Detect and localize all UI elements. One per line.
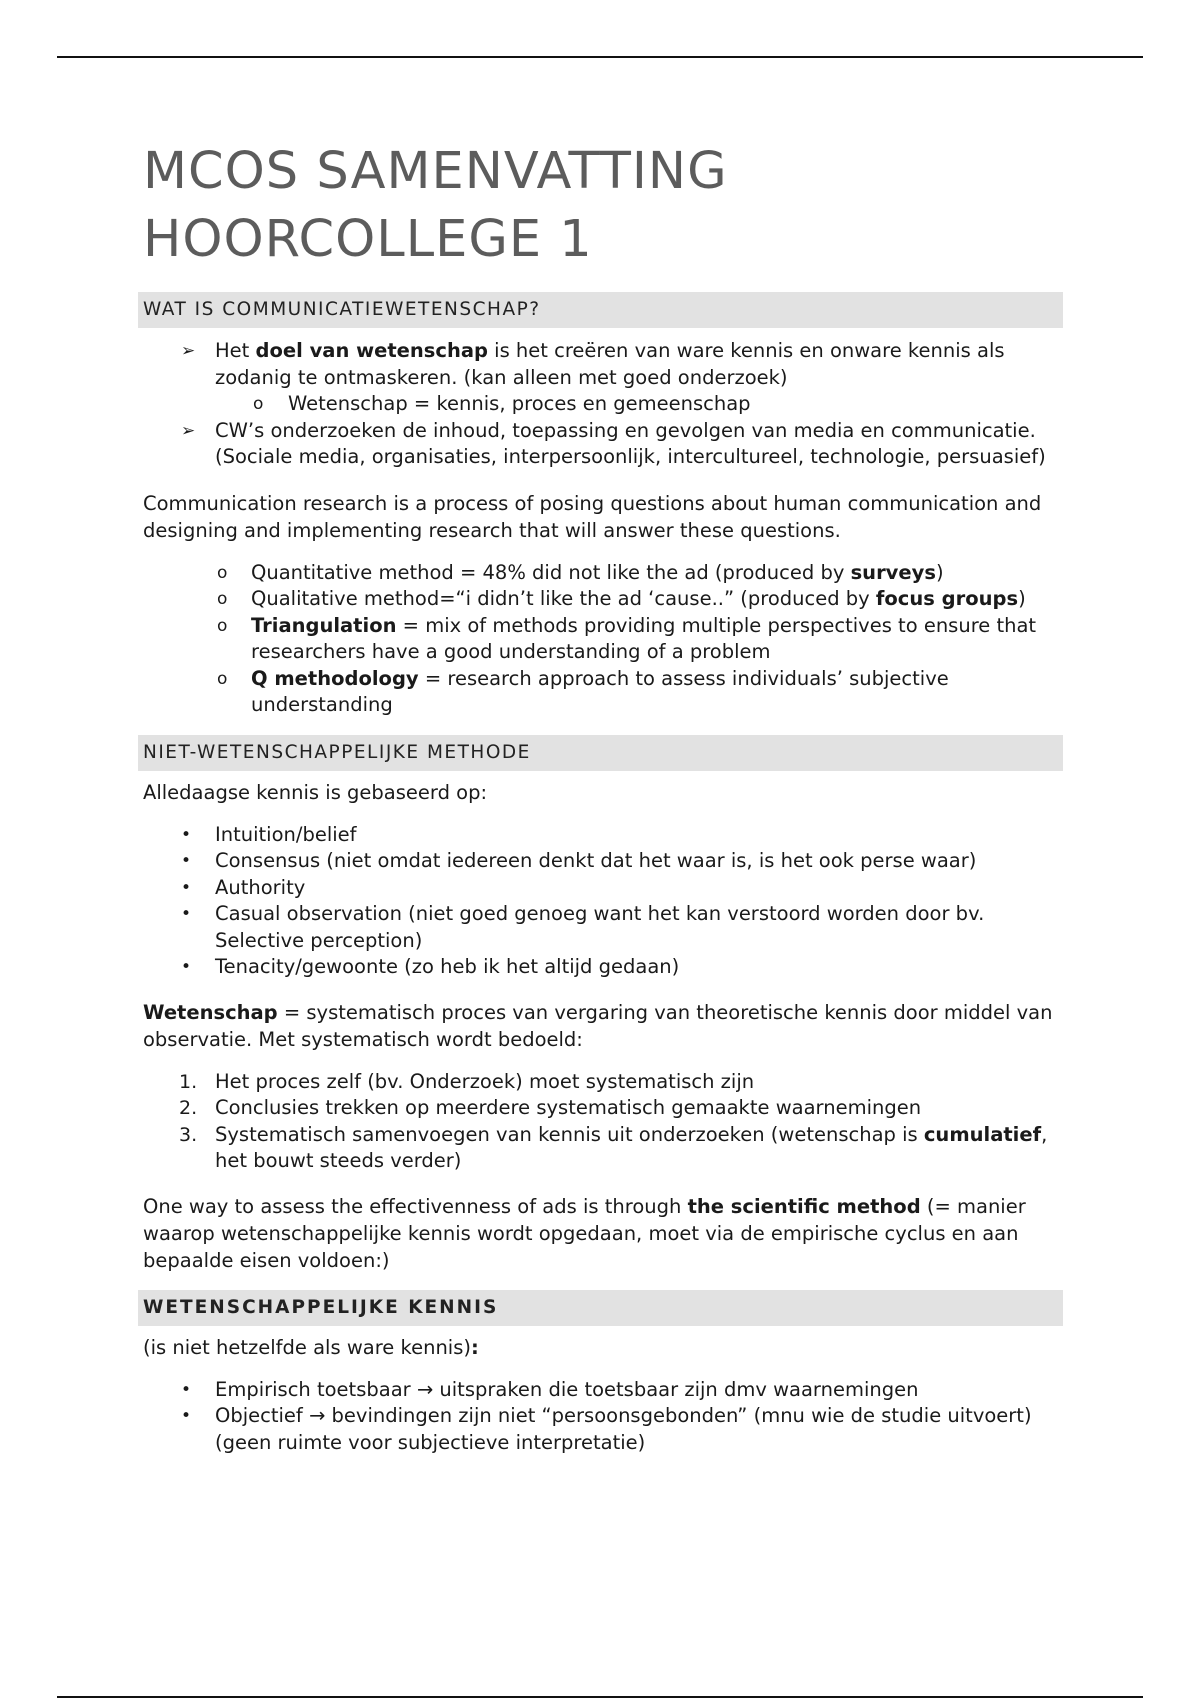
circle-bullet-icon: o xyxy=(217,562,228,583)
list-item: • Casual observation (niet goed genoeg want het kan verstoord worden door bv. Selective perception) xyxy=(181,902,985,952)
paragraph: Communication research is a process of posing questions about human communication and designing and implementing research that will answer these questions. xyxy=(143,491,1042,542)
section-heading-niet-wetenschappelijke-methode: NIET-WETENSCHAPPELIJKE METHODE xyxy=(138,735,1063,771)
list-number: 2. xyxy=(179,1097,198,1119)
list-item: o Q methodology = research approach to assess individuals’ subjective understanding xyxy=(217,666,949,716)
list-item: ➢ Het doel van wetenschap is het creëren van ware kennis en onware kennis als zodanig te ontmaskeren. (kan alleen met goed onderzoek) xyxy=(181,339,1005,389)
paragraph: Wetenschap = systematisch proces van vergaring van theoretische kennis door middel van observatie. Met systematisch wordt bedoeld: xyxy=(143,1000,1053,1051)
dot-bullet-icon: • xyxy=(181,904,192,924)
paragraph: (is niet hetzelfde als ware kennis): xyxy=(143,1335,479,1359)
page-title xyxy=(143,138,1063,274)
dot-bullet-icon: • xyxy=(181,877,192,898)
circle-bullet-icon: o xyxy=(217,668,228,689)
dot-bullet-icon: • xyxy=(181,1406,192,1426)
dot-bullet-icon: • xyxy=(181,1379,192,1400)
list-item: • Empirisch toetsbaar → uitspraken die toetsbaar zijn dmv waarnemingen xyxy=(143,1377,1063,1404)
section-heading-communicatiewetenschap: WAT IS COMMUNICATIEWETENSCHAP? xyxy=(138,292,1063,328)
arrow-bullet-icon: ➢ xyxy=(181,341,196,361)
list-item: o Wetenschap = kennis, proces en gemeenschap xyxy=(143,391,1063,418)
list-number: 3. xyxy=(179,1123,198,1146)
list-item: • Authority xyxy=(143,875,1063,902)
section-heading-wetenschappelijke-kennis: WETENSCHAPPELIJKE KENNIS xyxy=(138,1290,1063,1326)
list-item: ➢ CW’s onderzoeken de inhoud, toepassing en gevolgen van media en communicatie. (Sociale media, organisaties, interpersoonlijk, intercultureel, technologie, persuasief) xyxy=(181,418,1046,468)
list-item: 1. Het proces zelf (bv. Onderzoek) moet systematisch zijn xyxy=(143,1069,1063,1096)
top-rule xyxy=(57,56,1143,58)
circle-bullet-icon: o xyxy=(217,589,228,609)
list-item: • Consensus (niet omdat iedereen denkt dat het waar is, is het ook perse waar) xyxy=(143,848,1063,875)
list-item: • Objectief → bevindingen zijn niet “persoonsgebonden” (mnu wie de studie uitvoert) (geen ruimte voor subjectieve interpretatie) xyxy=(181,1404,1032,1454)
paragraph: One way to assess the effectivenness of ads is through the scientific method (= manier waarop wetenschappelijke kennis wordt opgedaan, moet via de empirische cyclus en aan bepaalde eisen voldoen:) xyxy=(143,1194,1026,1272)
list-item: o Qualitative method=“i didn’t like the ad ‘cause..” (produced by focus groups) xyxy=(143,586,1063,613)
dot-bullet-icon: • xyxy=(181,851,192,871)
numbered-list xyxy=(143,1069,1063,1175)
circle-bullet-icon: o xyxy=(217,615,228,636)
paragraph: Alledaagse kennis is gebaseerd op: xyxy=(143,780,488,804)
document-body xyxy=(143,138,1063,1456)
list-item: • Intuition/belief xyxy=(143,822,1063,849)
bullet-list xyxy=(143,1377,1063,1457)
title-line-2: HOORCOLLEGE 1 xyxy=(143,210,593,269)
dot-bullet-icon: • xyxy=(181,824,192,845)
bottom-rule xyxy=(57,1696,1143,1698)
list-item: o Triangulation = mix of methods providing multiple perspectives to ensure that researchers have a good understanding of a problem xyxy=(217,613,1037,663)
arrow-bullet-icon: ➢ xyxy=(181,420,196,441)
list-item: 3. Systematisch samenvoegen van kennis uit onderzoeken (wetenschap is cumulatief, het bouwt steeds verder) xyxy=(179,1122,1048,1172)
list-number: 1. xyxy=(179,1070,198,1093)
circle-bullet-icon: o xyxy=(253,394,264,414)
dot-bullet-icon: • xyxy=(181,957,192,977)
list-item: 2. Conclusies trekken op meerdere systematisch gemaakte waarnemingen xyxy=(143,1095,1063,1122)
bullet-list xyxy=(143,822,1063,981)
list-item: • Tenacity/gewoonte (zo heb ik het altijd gedaan) xyxy=(143,954,1063,981)
title-line-1: MCOS SAMENVATTING xyxy=(143,142,728,201)
list-item: o Quantitative method = 48% did not like the ad (produced by surveys) xyxy=(143,560,1063,587)
